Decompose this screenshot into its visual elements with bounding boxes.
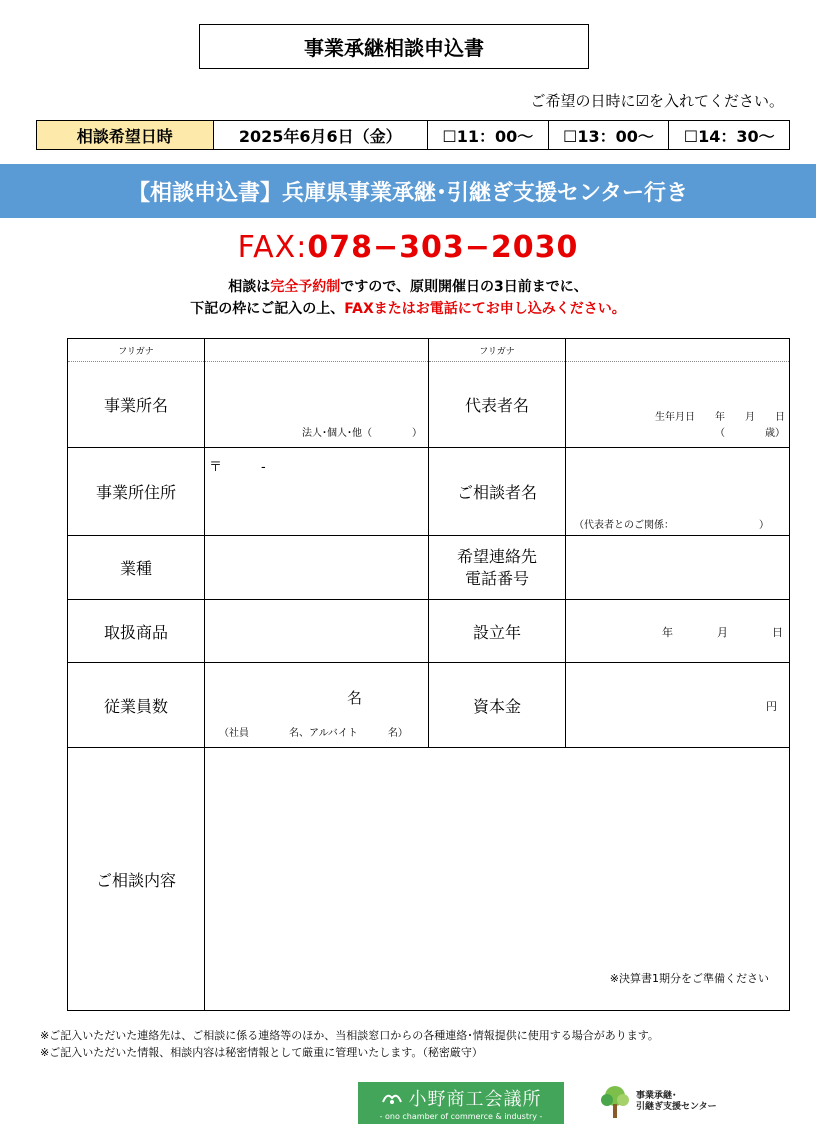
- consultation-label: ご相談内容: [68, 748, 205, 1011]
- center-name-line-2: 引継ぎ支援センター: [636, 1102, 717, 1112]
- instruction-text: ご希望の日時に☑を入れてください。: [530, 92, 784, 110]
- destination-banner: 【相談申込書】兵庫県事業承継･引継ぎ支援センター行き: [0, 164, 816, 218]
- industry-field[interactable]: [205, 536, 429, 600]
- footer-note-1: ※ご記入いただいた連絡先は、ご相談に係る連絡等のほか、当相談窓口からの各種連絡･情報提供に使用する場合があります。: [40, 1029, 659, 1042]
- application-form: [67, 338, 790, 1011]
- contact-phone-field[interactable]: [566, 536, 790, 600]
- notice-text: 相談は: [228, 279, 271, 295]
- fax-number: [0, 230, 816, 265]
- established-ymd: 年 月 日: [662, 626, 783, 639]
- representative-label: 代表者名: [429, 362, 566, 448]
- relation-note: （代表者とのご関係： ）: [574, 520, 769, 531]
- address-field[interactable]: [205, 448, 429, 536]
- industry-label: 業種: [68, 536, 205, 600]
- employees-unit: 名: [347, 689, 363, 707]
- notice-highlight: FAXまたはお電話にてお申し込みください。: [344, 301, 626, 317]
- schedule-row: [36, 120, 790, 150]
- business-type-note: 法人･個人･他（ ）: [302, 428, 422, 439]
- representative-field[interactable]: [566, 362, 790, 448]
- fax-digits: 078−303−2030: [307, 230, 579, 265]
- succession-center-logo: [598, 1082, 728, 1122]
- tree-icon: [598, 1084, 632, 1120]
- notice-highlight: 完全予約制: [270, 279, 341, 295]
- business-name-furigana-field[interactable]: [205, 339, 429, 362]
- center-name-line-1: 事業承継･: [636, 1091, 677, 1101]
- furigana-label: フリガナ: [429, 339, 566, 362]
- postal-mark: 〒 -: [209, 460, 266, 475]
- capital-unit: 円: [766, 700, 777, 713]
- consultation-note: ※決算書1期分をご準備ください: [609, 972, 769, 985]
- notice-text: ですので、原則開催日の3日前までに、: [340, 279, 588, 295]
- consultant-field[interactable]: [566, 448, 790, 536]
- established-field[interactable]: [566, 600, 790, 663]
- notice-text: 下記の枠にご記入の上、: [190, 301, 345, 317]
- schedule-date: 2025年6月6日（金）: [213, 120, 428, 150]
- contact-phone-label: 希望連絡先 電話番号: [429, 536, 566, 600]
- time-slot-checkbox[interactable]: ☐14：30～: [668, 120, 790, 150]
- products-field[interactable]: [205, 600, 429, 663]
- address-label: 事業所住所: [68, 448, 205, 536]
- consultant-label: ご相談者名: [429, 448, 566, 536]
- notice-line-2: [0, 298, 816, 318]
- footer-note-2: ※ご記入いただいた情報、相談内容は秘密情報として厳重に管理いたします。（秘密厳守）: [40, 1046, 483, 1059]
- schedule-label: 相談希望日時: [36, 120, 214, 150]
- ono-chamber-logo: [358, 1082, 564, 1124]
- notice-line-1: [0, 276, 816, 296]
- business-name-field[interactable]: [205, 362, 429, 448]
- document-title: 事業承継相談申込書: [199, 24, 589, 69]
- employees-field[interactable]: [205, 663, 429, 748]
- chamber-emblem-icon: [381, 1090, 403, 1106]
- capital-field[interactable]: [566, 663, 790, 748]
- established-label: 設立年: [429, 600, 566, 663]
- age-label: （ 歳）: [715, 428, 785, 439]
- time-slot-checkbox[interactable]: ☐13：00～: [548, 120, 670, 150]
- fax-prefix: FAX:: [237, 230, 308, 265]
- capital-label: 資本金: [429, 663, 566, 748]
- time-slot-checkbox[interactable]: ☐11：00～: [427, 120, 549, 150]
- products-label: 取扱商品: [68, 600, 205, 663]
- chamber-name: 小野商工会議所: [408, 1089, 542, 1110]
- consultation-field[interactable]: [205, 748, 790, 1011]
- employees-label: 従業員数: [68, 663, 205, 748]
- employees-note: （社員 名、アルバイト 名）: [219, 728, 408, 739]
- chamber-subtitle: - ono chamber of commerce & industry -: [379, 1112, 543, 1121]
- birthdate-label: 生年月日 年 月 日: [655, 412, 785, 423]
- business-name-label: 事業所名: [68, 362, 205, 448]
- furigana-label: フリガナ: [68, 339, 205, 362]
- representative-furigana-field[interactable]: [566, 339, 790, 362]
